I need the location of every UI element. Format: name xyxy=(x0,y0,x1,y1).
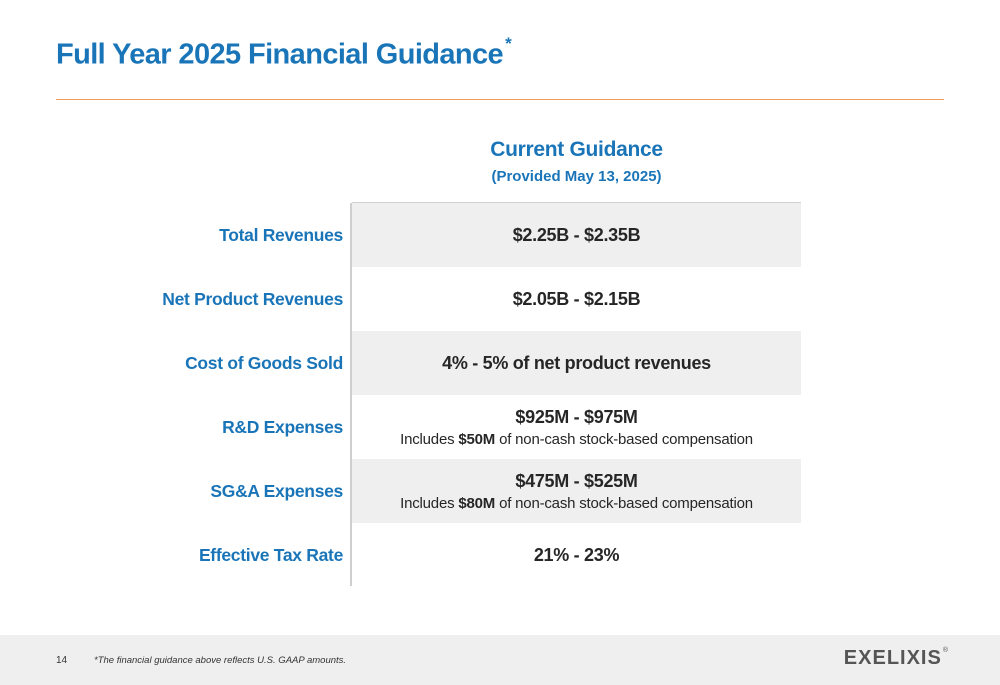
row-value: $925M - $975M xyxy=(515,406,638,427)
row-cell xyxy=(352,395,801,459)
row-value: $2.25B - $2.35B xyxy=(512,224,641,245)
registered-mark: ® xyxy=(942,647,948,654)
row-cell xyxy=(352,267,801,331)
footer-bar xyxy=(0,635,1000,685)
row-value: 4% - 5% of net product revenues xyxy=(442,352,711,373)
table-row-effective-tax-rate xyxy=(0,523,1000,587)
note-suffix: of non-cash stock-based compensation xyxy=(495,430,753,448)
row-cell xyxy=(352,523,801,587)
table-row-net-product-revenues xyxy=(0,267,1000,331)
table-row-total-revenues xyxy=(0,203,1000,267)
row-value: $475M - $525M xyxy=(515,470,638,491)
table-row-rd-expenses xyxy=(0,395,1000,459)
page-title xyxy=(56,34,512,72)
page-number: 14 xyxy=(56,655,68,666)
table-row-cost-of-goods-sold xyxy=(0,331,1000,395)
row-label: Effective Tax Rate xyxy=(198,544,343,565)
row-value: 21% - 23% xyxy=(533,544,620,565)
column-title: Current Guidance xyxy=(490,138,663,161)
company-logo xyxy=(844,647,948,671)
note-prefix: Includes xyxy=(400,494,459,512)
footnote: *The financial guidance above reflects U.S. GAAP amounts. xyxy=(94,655,347,666)
row-cell xyxy=(352,459,801,523)
row-label: Total Revenues xyxy=(219,224,343,245)
title-divider xyxy=(56,99,944,100)
note-prefix: Includes xyxy=(400,430,459,448)
row-note xyxy=(400,495,753,512)
row-cell xyxy=(352,331,801,395)
row-label: R&D Expenses xyxy=(222,416,343,437)
row-label: SG&A Expenses xyxy=(210,480,343,501)
row-value: $2.05B - $2.15B xyxy=(512,288,641,309)
table-row-sga-expenses xyxy=(0,459,1000,523)
row-cell xyxy=(352,203,801,267)
row-label: Net Product Revenues xyxy=(162,288,343,309)
row-note xyxy=(400,431,753,448)
page-title-text: Full Year 2025 Financial Guidance xyxy=(56,38,504,71)
column-subtitle: (Provided May 13, 2025) xyxy=(491,168,662,185)
title-footnote-marker: * xyxy=(505,34,512,53)
note-amount: $80M xyxy=(458,494,496,512)
note-suffix: of non-cash stock-based compensation xyxy=(495,494,753,512)
note-amount: $50M xyxy=(458,430,496,448)
row-label: Cost of Goods Sold xyxy=(185,352,343,373)
logo-wordmark: EXELIXIS xyxy=(843,647,942,669)
